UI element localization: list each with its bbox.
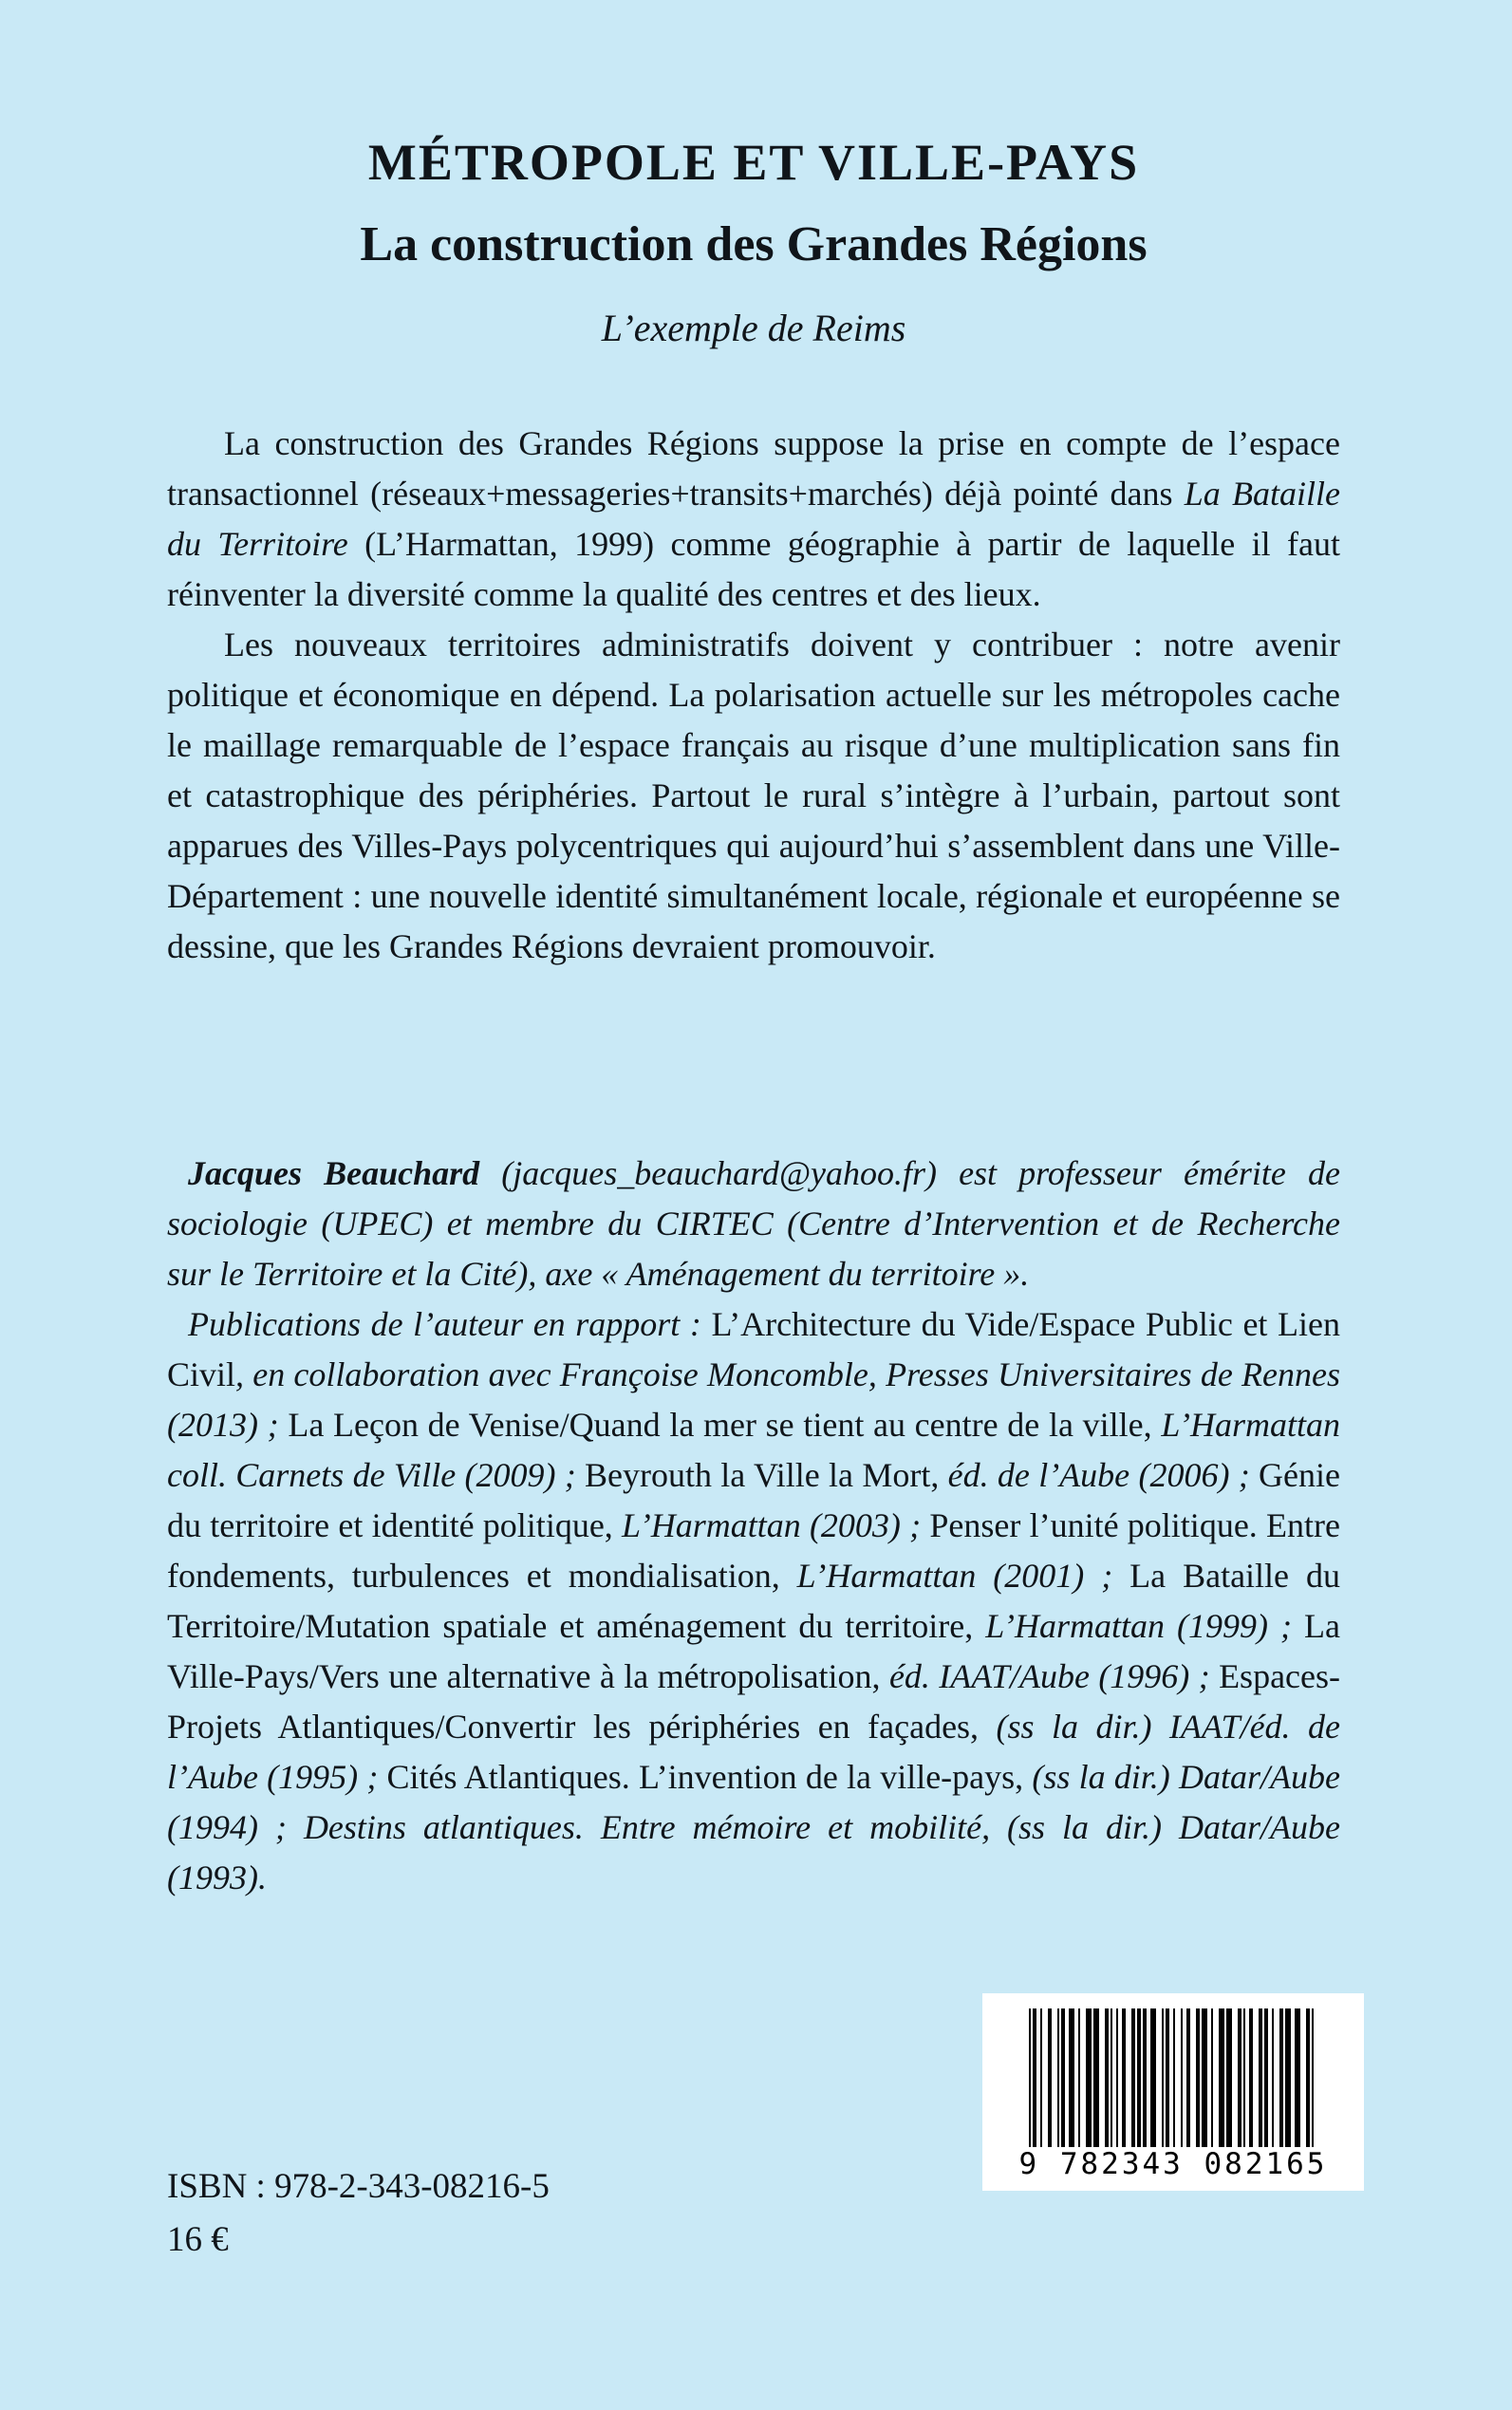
barcode-bar — [1086, 2008, 1092, 2153]
barcode-bar — [1295, 2008, 1300, 2153]
text-segment: La Bataille du Territoire — [167, 474, 1341, 563]
barcode-bar — [1093, 2008, 1099, 2153]
text-segment: éd. IAAT/Aube (1996) ; — [888, 1656, 1220, 1695]
synopsis-paragraph-2 — [167, 620, 1340, 972]
barcode-bar — [1264, 2008, 1268, 2153]
text-segment: L’Harmattan (2001) ; — [796, 1556, 1130, 1595]
text-segment: La Bataille du Territoire/Mutation spatiale et aménagement du territoire, — [167, 1556, 1340, 1645]
text-segment: Génie du territoire et identité politique, — [167, 1455, 1340, 1544]
text-segment: (jacques_beauchard@yahoo.fr) est professeur émérite de sociologie (UPEC) et membre du CIRTEC (Centre d’Intervention et de Recherche sur le Territoire et la Cité), axe « Aménagement du territoire ». — [167, 1153, 1341, 1293]
text-segment: L’Harmattan (2003) ; — [622, 1505, 930, 1544]
text-segment: L’Harmattan coll. Carnets de Ville (2009) ; — [167, 1405, 1341, 1494]
barcode-bar — [1166, 2008, 1169, 2153]
barcode-bar — [1116, 2008, 1118, 2153]
barcode-bar — [1131, 2008, 1135, 2153]
barcode-bar — [1186, 2008, 1190, 2153]
text-segment: Penser l’unité politique. Entre fondements, turbulences et mondialisation, — [167, 1505, 1340, 1595]
cover-header — [167, 133, 1340, 350]
text-segment: (ss la dir.) Datar/Aube (1994) ; — [167, 1757, 1340, 1846]
page-subtitle: La construction des Grandes Régions — [360, 217, 1148, 272]
barcode-bar — [1211, 2008, 1213, 2153]
barcode-bar — [1279, 2008, 1283, 2153]
barcode-bar — [1150, 2008, 1156, 2153]
barcode-bar — [1196, 2008, 1200, 2153]
page-title: MÉTROPOLE ET VILLE-PAYS — [367, 134, 1140, 191]
barcode-bar — [1259, 2008, 1262, 2153]
barcode-bar — [1122, 2008, 1126, 2153]
barcode-bar — [1173, 2008, 1175, 2153]
price-text: 16 € — [167, 2220, 229, 2259]
synopsis — [167, 419, 1340, 972]
barcode-bar — [1249, 2008, 1253, 2153]
barcode-bar — [1048, 2008, 1052, 2153]
bio-paragraph-2 — [167, 1299, 1340, 1903]
isbn-block — [167, 2160, 550, 2267]
barcode-bar — [1312, 2008, 1314, 2153]
barcode-bar — [1219, 2008, 1224, 2153]
barcode-bar — [1061, 2008, 1065, 2153]
barcode-bar — [1243, 2008, 1245, 2153]
barcode — [982, 1993, 1364, 2191]
barcode-bar — [1238, 2008, 1241, 2153]
barcode-bar — [1272, 2008, 1274, 2153]
barcode-bar — [1057, 2008, 1059, 2153]
barcode-bar — [1111, 2008, 1112, 2153]
text-segment: Cités Atlantiques. L’invention de la ville-pays, — [386, 1757, 1033, 1796]
text-segment: Beyrouth la Ville la Mort, — [585, 1455, 948, 1494]
author-bio — [167, 1149, 1340, 1903]
text-segment: Jacques Beauchard — [188, 1153, 480, 1192]
barcode-bar — [1029, 2008, 1031, 2153]
barcode-bars-icon — [999, 2008, 1347, 2153]
barcode-bar — [1033, 2008, 1036, 2153]
barcode-bar — [1306, 2008, 1310, 2153]
barcode-bar — [1143, 2008, 1147, 2153]
barcode-bar — [1105, 2008, 1109, 2153]
barcode-number: 9 782343 082165 — [999, 2147, 1347, 2181]
barcode-bar — [1040, 2008, 1042, 2153]
synopsis-paragraph-1 — [167, 419, 1340, 620]
barcode-bar — [1226, 2008, 1232, 2153]
text-segment: L’Harmattan (1999) ; — [985, 1606, 1305, 1645]
barcode-bar — [1181, 2008, 1183, 2153]
text-segment: La Leçon de Venise/Quand la mer se tient au centre de la ville, — [288, 1405, 1162, 1444]
barcode-bar — [1285, 2008, 1291, 2153]
barcode-bar — [1202, 2008, 1207, 2153]
bio-paragraph-1 — [167, 1149, 1340, 1299]
barcode-bar — [1162, 2008, 1164, 2153]
text-segment: (ss la dir.) IAAT/éd. de l’Aube (1995) ; — [167, 1707, 1340, 1796]
text-segment: L’Architecture du Vide/Espace Public et Lien Civil — [167, 1304, 1340, 1393]
text-segment: La Ville-Pays/Vers une alternative à la métropolisation, — [167, 1606, 1340, 1695]
isbn-text: ISBN : 978-2-343-08216-5 — [167, 2167, 550, 2206]
text-segment: éd. de l’Aube (2006) ; — [947, 1455, 1260, 1494]
text-segment: Destins atlantiques. Entre mémoire et mobilité, (ss la dir.) Datar/Aube (1993). — [167, 1807, 1341, 1896]
edition-note: L’exemple de Reims — [601, 306, 906, 349]
text-segment: La construction des Grandes Régions suppose la prise en compte de l’espace transactionnel (réseaux+messageries+transits+marchés) déjà pointé dans — [167, 423, 1340, 513]
barcode-bar — [1078, 2008, 1080, 2153]
text-segment: , en collaboration avec Françoise Moncomble, Presses Universitaires de Rennes (2013) ; — [167, 1354, 1340, 1444]
barcode-bar — [1137, 2008, 1141, 2153]
barcode-bar — [1069, 2008, 1074, 2153]
text-segment: Les nouveaux territoires administratifs doivent y contribuer : notre avenir politique et économique en dépend. La polarisation actuelle sur les métropoles cache le maillage remarquable de l’espace français au risque d’une multiplication sans fin et catastrophique des périphéries. Partout le rural s’intègre à l’urbain, partout sont apparues des Villes-Pays polycentriques qui aujourd’hui s’assemblent dans une Ville-Département : une nouvelle identité simultanément locale, régionale et européenne se dessine, que les Grandes Régions devraient promouvoir. — [167, 625, 1340, 965]
text-segment: (L’Harmattan, 1999) comme géographie à partir de laquelle il faut réinventer la diversité comme la qualité des centres et des lieux. — [167, 524, 1341, 613]
text-segment: Espaces-Projets Atlantiques/Convertir les périphéries en façades, — [167, 1656, 1340, 1746]
text-segment: Publications de l’auteur en rapport : — [188, 1304, 712, 1343]
